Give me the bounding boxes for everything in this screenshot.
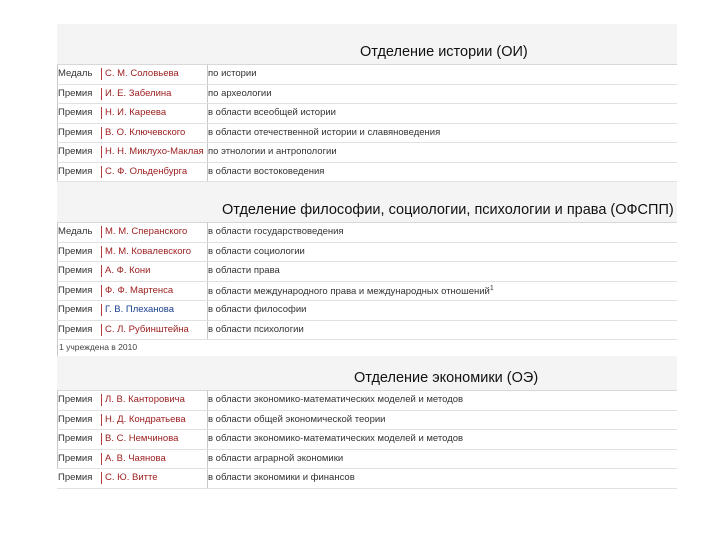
award-name-link[interactable]: А. В. Чаянова: [101, 453, 166, 465]
table-row: [57, 282, 677, 302]
section-header-history: [57, 24, 677, 65]
award-field: по археологии: [208, 87, 272, 99]
award-name-link[interactable]: В. О. Ключевского: [101, 127, 185, 139]
table-row: [57, 430, 677, 450]
award-field: по этнологии и антропологии: [208, 146, 337, 157]
award-type: Премия: [58, 126, 93, 138]
award-field: в области общей экономической теории: [208, 413, 386, 425]
award-field: в области экономико-математических моделей и методов: [208, 394, 464, 405]
section-title: Отделение истории (ОИ): [360, 44, 528, 60]
award-name-link[interactable]: С. Ф. Ольденбурга: [101, 166, 187, 178]
awards-table: [57, 24, 677, 489]
award-name-link[interactable]: Н. И. Кареева: [101, 107, 166, 119]
award-field: в области востоковедения: [208, 165, 325, 177]
award-field: в области всеобщей истории: [208, 107, 336, 118]
table-row: [57, 163, 677, 183]
award-name-link[interactable]: С. М. Соловьева: [101, 68, 179, 80]
award-name-link[interactable]: Г. В. Плеханова: [101, 304, 174, 316]
section-title: Отделение философии, социологии, психологии и права (ОФСПП): [222, 202, 674, 218]
award-type: Медаль: [58, 226, 93, 237]
award-type: Премия: [58, 146, 93, 157]
award-type: Премия: [58, 265, 93, 276]
footnote-text: 1 учреждена в 2010: [59, 342, 138, 352]
award-type: Премия: [58, 245, 93, 257]
table-row: [57, 104, 677, 124]
table-row: [57, 450, 677, 470]
award-type: Премия: [58, 413, 93, 425]
table-row: [57, 243, 677, 263]
award-field: в области государствоведения: [208, 226, 344, 237]
table-row: [57, 124, 677, 144]
award-type: Премия: [58, 323, 93, 335]
award-field: в области психологии: [208, 323, 304, 335]
award-name-link[interactable]: М. М. Ковалевского: [101, 246, 191, 258]
award-name-link[interactable]: С. Ю. Витте: [101, 472, 158, 484]
section-header-economics: [57, 356, 677, 391]
award-field: в области права: [208, 265, 280, 276]
award-name-link[interactable]: Н. Н. Миклухо-Маклая: [101, 146, 204, 158]
award-field-text: в области международного права и международных отношений: [208, 285, 490, 297]
award-name-link[interactable]: В. С. Немчинова: [101, 433, 178, 445]
award-field: в области отечественной истории и славяноведения: [208, 126, 441, 138]
award-name-link[interactable]: Н. Д. Кондратьева: [101, 414, 186, 426]
award-type: Премия: [58, 304, 93, 315]
table-row: [57, 65, 677, 85]
award-type: Премия: [58, 452, 93, 464]
award-type: Премия: [58, 165, 93, 177]
table-row: [57, 411, 677, 431]
award-type: Премия: [58, 87, 93, 99]
award-type: Премия: [58, 107, 93, 118]
table-row: [57, 391, 677, 411]
award-name-link[interactable]: И. Е. Забелина: [101, 88, 171, 100]
table-row: [57, 301, 677, 321]
award-field: в области экономики и финансов: [208, 472, 355, 483]
award-field: в области экономико-математических моделей и методов: [208, 433, 464, 444]
award-type: Медаль: [58, 68, 93, 79]
footnote: [57, 340, 677, 356]
table-row: [57, 321, 677, 341]
section-rows-history: [57, 65, 677, 182]
table-row: [57, 469, 677, 489]
award-field: в области социологии: [208, 245, 305, 257]
section-title: Отделение экономики (ОЭ): [354, 370, 539, 386]
section-header-philosophy: [57, 182, 677, 223]
award-name-link[interactable]: С. Л. Рубинштейна: [101, 324, 189, 336]
award-type: Премия: [58, 433, 93, 444]
award-name-link[interactable]: А. Ф. Кони: [101, 265, 151, 277]
award-name-link[interactable]: Ф. Ф. Мартенса: [101, 285, 173, 297]
award-field: по истории: [208, 68, 257, 79]
award-type: Премия: [58, 394, 93, 405]
award-field: [208, 285, 494, 297]
award-type: Премия: [58, 284, 93, 296]
award-field: в области аграрной экономики: [208, 452, 344, 464]
award-name-link[interactable]: Л. В. Канторовича: [101, 394, 185, 406]
table-row: [57, 85, 677, 105]
award-field: в области философии: [208, 304, 307, 315]
table-row: [57, 262, 677, 282]
section-rows-economics: [57, 391, 677, 489]
section-rows-philosophy: [57, 223, 677, 340]
table-row: [57, 143, 677, 163]
award-name-link[interactable]: М. М. Сперанского: [101, 226, 187, 238]
footnote-ref[interactable]: 1: [489, 284, 494, 292]
award-type: Премия: [58, 472, 93, 483]
table-row: [57, 223, 677, 243]
